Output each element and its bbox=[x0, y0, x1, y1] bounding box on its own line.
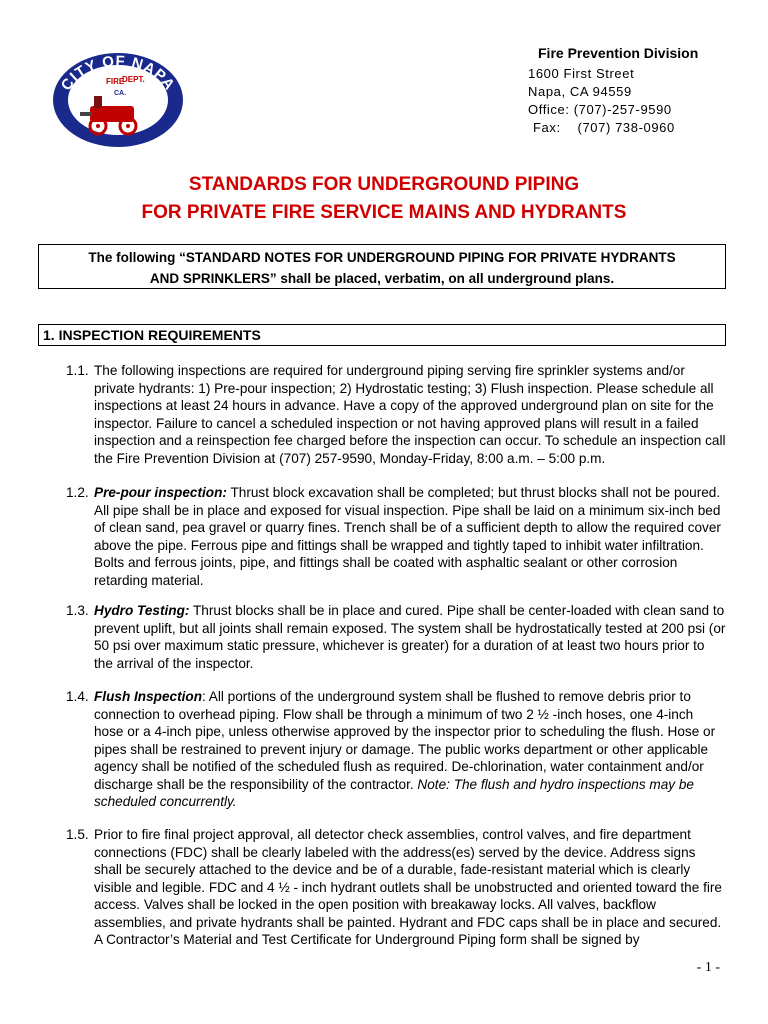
item-number: 1.3. bbox=[66, 603, 89, 618]
notice-line-2: AND SPRINKLERS” shall be placed, verbatim, on all underground plans. bbox=[149, 271, 615, 286]
item-number: 1.1. bbox=[66, 363, 89, 378]
document-title-line-1: STANDARDS FOR UNDERGROUND PIPING bbox=[188, 174, 580, 195]
office-phone: Office: (707)-257-9590 bbox=[528, 102, 672, 117]
notice-line-1: The following “STANDARD NOTES FOR UNDERGROUND PIPING FOR PRIVATE HYDRANTS bbox=[88, 250, 676, 265]
section-heading: 1. INSPECTION REQUIREMENTS bbox=[38, 324, 726, 346]
svg-text:FIRE: FIRE bbox=[106, 77, 125, 86]
item-text: Thrust block excavation shall be completed; but thrust blocks shall not be poured. All pipe shall be in place and exposed for visual inspection. Pipe shall be laid on a minimum six-inch bed of clean sand, pea gravel or quarry fines. Trench shall be of a sufficient depth to allow the required cover above the pipe. Ferrous pipe and fittings shall be wrapped and tightly taped to inhibit water infiltration. Bolts and ferrous joints, pipe, and fittings shall be coated with asphaltic sealant or other corrosion retarding material. bbox=[94, 485, 721, 588]
address-line-2: Napa, CA 94559 bbox=[528, 84, 632, 99]
city-of-napa-fire-dept-logo bbox=[50, 50, 186, 150]
address-line-1: 1600 First Street bbox=[528, 66, 635, 81]
item-number: 1.5. bbox=[66, 827, 89, 842]
svg-text:DEPT.: DEPT. bbox=[122, 75, 145, 84]
item-text: The following inspections are required for underground piping serving fire sprinkler systems and/or private hydrants: 1) Pre-pour inspection; 2) Hydrostatic testing; 3) Flush inspection. Please schedule all inspections at least 24 hours in advance. Have a copy of the approved underground plan on site for the inspector. Failure to cancel a scheduled inspection or not having approved plans will result in a failed inspection and a reinspection fee charged before the inspection can occur. To schedule an inspection call the Fire Prevention Division at (707) 257-9590, Monday-Friday, 8:00 a.m. – 5:00 p.m. bbox=[94, 363, 726, 466]
item-text: Prior to fire final project approval, all detector check assemblies, control valves, and fire department connections (FDC) shall be clearly labeled with the address(es) served by the device. Address signs shall be securely attached to the device and be of a durable, fade-resistant material which is clearly visible and legible. FDC and 4 ½ - inch hydrant outlets shall be unobstructed and oriented toward the fire access. Valves shall be locked in the open position with breakaway locks. All valves, backflow assemblies, and private hydrants shall be painted. Hydrant and FDC caps shall be in place and secured. A Contractor’s Material and Test Certificate for Underground Piping form shall be signed by bbox=[94, 827, 722, 947]
list-item bbox=[66, 602, 726, 672]
item-lead: Hydro Testing: bbox=[94, 603, 190, 618]
item-lead: Flush Inspection bbox=[94, 689, 202, 704]
svg-text:CITY OF NAPA: CITY OF NAPA bbox=[57, 52, 179, 94]
item-note: Note: The flush and hydro inspections may be scheduled concurrently. bbox=[94, 776, 694, 809]
list-item bbox=[66, 826, 726, 949]
item-number: 1.2. bbox=[66, 485, 89, 500]
svg-text:CA.: CA. bbox=[114, 90, 127, 97]
item-text: : All portions of the underground system shall be flushed to remove debris prior to connection to overhead piping. Flow shall be through a minimum of two 2 ½ -inch hoses, one 4-inch hose or a 4-inch pipe, unless otherwise approved by the inspector prior to scheduling the flush. Hose or pipes shall be restrained to prevent injury or damage. The public works department or other applicable agency shall be notified of the scheduled flush as required. De-chlorination, water containment and/or discharge shall be the responsibility of the contractor. bbox=[94, 689, 716, 792]
item-number: 1.4. bbox=[66, 689, 89, 704]
standard-notes-notice bbox=[38, 244, 726, 289]
list-item bbox=[66, 362, 726, 467]
list-item bbox=[66, 484, 726, 589]
item-lead: Pre-pour inspection: bbox=[94, 485, 227, 500]
page-number: - 1 - bbox=[696, 960, 720, 975]
list-item bbox=[66, 688, 726, 811]
fax-number: Fax: (707) 738-0960 bbox=[533, 120, 675, 135]
document-title-line-2: FOR PRIVATE FIRE SERVICE MAINS AND HYDRANTS bbox=[141, 202, 627, 223]
item-text: Thrust blocks shall be in place and cured. Pipe shall be center-loaded with clean sand to prevent uplift, but all joints shall remain exposed. The system shall be hydrostatically tested at 200 psi (or 50 psi over maximum static pressure, whichever is greater) for a duration of at least two hours prior to the arrival of the inspector. bbox=[94, 603, 726, 671]
division-name: Fire Prevention Division bbox=[538, 45, 699, 61]
